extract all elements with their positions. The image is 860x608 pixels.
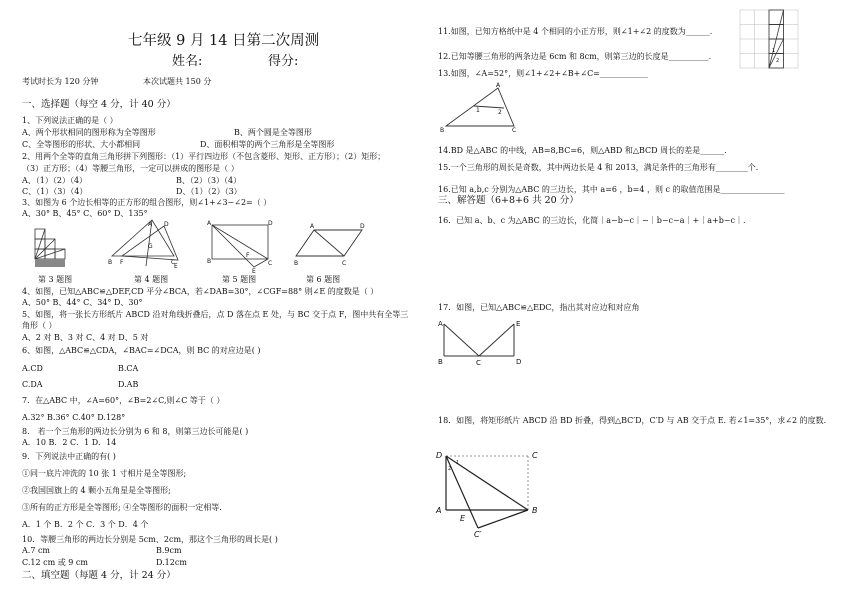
q2-stem-line2: （3）正方形；（4）等腰三角形，一定可以拼成的图形是（ ） — [22, 164, 239, 173]
q2-option-b: B、（2）（3）（4） — [176, 176, 242, 185]
fig13-label-c: C — [512, 127, 517, 134]
section2-heading: 二、填空题（每题 4 分，计 24 分） — [22, 570, 176, 581]
q10-option-c: C.12 cm 或 9 cm — [22, 558, 88, 567]
fig17-label-d: D — [516, 358, 522, 366]
q1-option-b: B、两个圆是全等图形 — [234, 128, 312, 137]
q10-option-a: A.7 cm — [22, 546, 51, 555]
fig5-label-f: F — [246, 252, 250, 259]
q3-options: A、30° B、45° C、60° D、135° — [22, 209, 148, 218]
fig17-label-b: B — [438, 358, 443, 366]
fig13-label-2: 2 — [498, 109, 502, 116]
q1-option-c: C、全等图形的形状、大小都相同 — [22, 140, 141, 149]
q12-text: 12.已知等腰三角形的两条边是 6cm 和 8cm，则第三边的长度是__________. — [438, 52, 712, 61]
fig4-label-f: F — [120, 259, 124, 266]
q11-text: 11.如图，已知方格纸中是 4 个相同的小正方形，则∠1+∠2 的度数为______. — [438, 27, 713, 36]
q6-option-a: A.CD — [22, 364, 43, 373]
q1-option-a: A、两个形状相同的图形称为全等图形 — [22, 128, 156, 137]
q5-stem-line2: 角形（ ） — [22, 321, 57, 330]
figure-q17 — [436, 316, 528, 366]
q5-stem-line1: 5、如图，将一张长方形纸片 ABCD 沿对角线折叠后，点 D 落在点 E 处，与 BC 交于点 F，图中共有全等三 — [22, 310, 409, 319]
fig11-label-1: 1 — [772, 48, 776, 54]
fig4-caption: 第 4 题图 — [134, 275, 169, 284]
fig4-label-c: C — [171, 259, 176, 266]
q3-stem: 3、如图为 6 个边长相等的正方形的组合图形，则∠1+∠3−∠2=（ ） — [22, 198, 272, 207]
q2-option-c: C、（1）（3）（4） — [22, 187, 88, 196]
section3-heading: 三、解答题（6+8+6 共 20 分） — [438, 195, 579, 206]
q9-options: A．1 个 B．2 个 C．3 个 D．4 个 — [22, 520, 149, 529]
q13-text: 13.如图，∠A=52°，则∠1+∠2+∠B+∠C=____________ — [438, 69, 648, 78]
q9-statement-3: ③所有的正方形是全等图形; ④全等图形的面积一定相等. — [22, 503, 222, 512]
fig18-label-a: A — [436, 506, 442, 515]
fig13-label-1: 1 — [476, 107, 480, 114]
fig5-label-c: C — [268, 260, 273, 267]
q10-option-d: D.12cm — [156, 558, 187, 567]
q4-options: A、50° B、44° C、34° D、30° — [22, 298, 143, 307]
fig18-label-2: 2 — [448, 466, 452, 472]
fig6-label-c: C — [342, 260, 347, 267]
figure-q5 — [206, 219, 274, 273]
q2-stem-line1: 2、用两个全等的直角三角形拼下列图形：（1）平行四边形（不包含菱形、矩形、正方形）；（2）矩形； — [22, 152, 386, 161]
fig18-label-c: C — [532, 451, 538, 460]
q8-options: A．10 B．2 C．1 D．14 — [22, 438, 117, 447]
fig5-label-e: E — [252, 268, 256, 273]
fig6-label-d: D — [360, 223, 365, 230]
fig17-label-c: C — [476, 359, 481, 366]
fig4-label-d: D — [164, 221, 169, 228]
fig5-label-a: A — [207, 220, 212, 227]
q9-stem: 9．下列说法中正确的有( ) — [22, 452, 116, 461]
q1-option-d: D、面积相等的两个三角形是全等图形 — [200, 140, 335, 149]
fig13-label-b: B — [440, 127, 445, 134]
fig4-label-b: B — [108, 259, 113, 266]
figure-q13 — [440, 82, 520, 134]
q8-stem: 8． 若一个三角形的两边长分别为 6 和 8，则第三边长可能是( ) — [22, 427, 249, 436]
fig5-label-d: D — [268, 220, 273, 227]
q7-options: A.32° B.36° C.40° D.128° — [22, 413, 126, 422]
q14-text: 14.BD 是△ABC 的中线，AB=8,BC=6，则△ABD 和△BCD 周长的差是______. — [438, 146, 727, 155]
q10-stem: 10．等腰三角形的两边长分别是 5cm、2cm，那这个三角形的周长是( ) — [22, 535, 278, 544]
fig4-label-e: E — [174, 263, 178, 270]
total-score: 本次试题共 150 分 — [143, 77, 212, 86]
fig4-label-g: G — [148, 243, 153, 250]
q2-option-d: D、（1）（2）（3） — [176, 187, 242, 196]
q9-statement-2: ②我国国旗上的 4 颗小五角星是全等图形; — [22, 486, 171, 495]
fig4-label-a: A — [148, 221, 153, 228]
page-title: 七年级 9 月 14 日第二次周测 — [128, 33, 320, 49]
q18-text: 18．如图，将矩形纸片 ABCD 沿 BD 折叠，得到△BC′D，C′D 与 AB 交于点 E. 若∠1=35°，求∠2 的度数. — [438, 416, 827, 425]
fig18-label-d: D — [436, 451, 443, 460]
fig17-label-e: E — [516, 320, 521, 328]
q6-option-d: D.AB — [118, 380, 139, 389]
q7-stem: 7．在△ABC 中，∠A=60°，∠B=2∠C,则∠C 等于（ ） — [22, 396, 225, 405]
fig18-label-b: B — [532, 506, 538, 515]
q6-option-c: C.DA — [22, 380, 43, 389]
q16a-text: 16.已知 a,b,c 分别为△ABC 的三边长，其中 a=6 ，b=4 ，则 c 的取值范围是________________ — [438, 185, 785, 194]
q17-text: 17．如图，已知△ABC≌△EDC，指出其对应边和对应角 — [438, 303, 640, 312]
score-label: 得分: — [268, 54, 299, 69]
fig6-label-b: B — [294, 260, 299, 267]
name-label: 姓名: — [172, 54, 203, 69]
fig6-caption: 第 6 题图 — [306, 275, 341, 284]
q16b-text: 16．已知 a、b、c 为△ABC 的三边长，化简｜a−b−c｜−｜b−c−a｜+｜a+b−c｜. — [438, 216, 746, 225]
fig3-caption: 第 3 题图 — [38, 275, 73, 284]
fig18-label-c-prime: C′ — [474, 530, 482, 538]
fig17-label-a: A — [438, 320, 443, 328]
q5-options: A、2 对 B、3 对 C、4 对 D、5 对 — [22, 333, 149, 342]
fig6-label-a: A — [310, 223, 315, 230]
section1-heading: 一、选择题（每空 4 分，计 40 分） — [22, 99, 176, 110]
figure-q6 — [292, 220, 368, 270]
fig18-label-1: 1 — [456, 460, 460, 466]
figure-q18 — [434, 442, 546, 538]
q6-stem: 6、如图，△ABC≌△CDA，∠BAC=∠DCA，则 BC 的对应边是( ) — [22, 346, 261, 355]
q2-option-a: A、（1）（2）（4） — [22, 176, 88, 185]
fig5-caption: 第 5 题图 — [222, 275, 257, 284]
q4-stem: 4、如图，已知△ABC≌△DEF,CD 平分∠BCA，若∠DAB=30°，∠CGF=88° 则∠E 的度数是（ ） — [22, 287, 379, 296]
q1-stem: 1、下列说法正确的是（ ） — [22, 116, 118, 125]
fig11-label-2: 2 — [776, 58, 780, 64]
q6-option-b: B.CA — [118, 364, 139, 373]
figure-q3 — [34, 228, 68, 268]
q10-option-b: B.9cm — [156, 546, 182, 555]
fig13-label-a: A — [496, 82, 501, 89]
figure-q11 — [738, 8, 800, 70]
q15-text: 15.一个三角形的周长是奇数，其中两边长是 4 和 2013，满足条件的三角形有________个. — [438, 163, 759, 172]
q9-statement-1: ①同一底片冲洗的 10 张 1 寸相片是全等图形; — [22, 469, 187, 478]
fig5-label-b: B — [207, 258, 212, 265]
figure-q4 — [108, 218, 180, 270]
fig18-label-e: E — [460, 514, 466, 523]
exam-time: 考试时长为 120 分钟 — [22, 77, 99, 86]
